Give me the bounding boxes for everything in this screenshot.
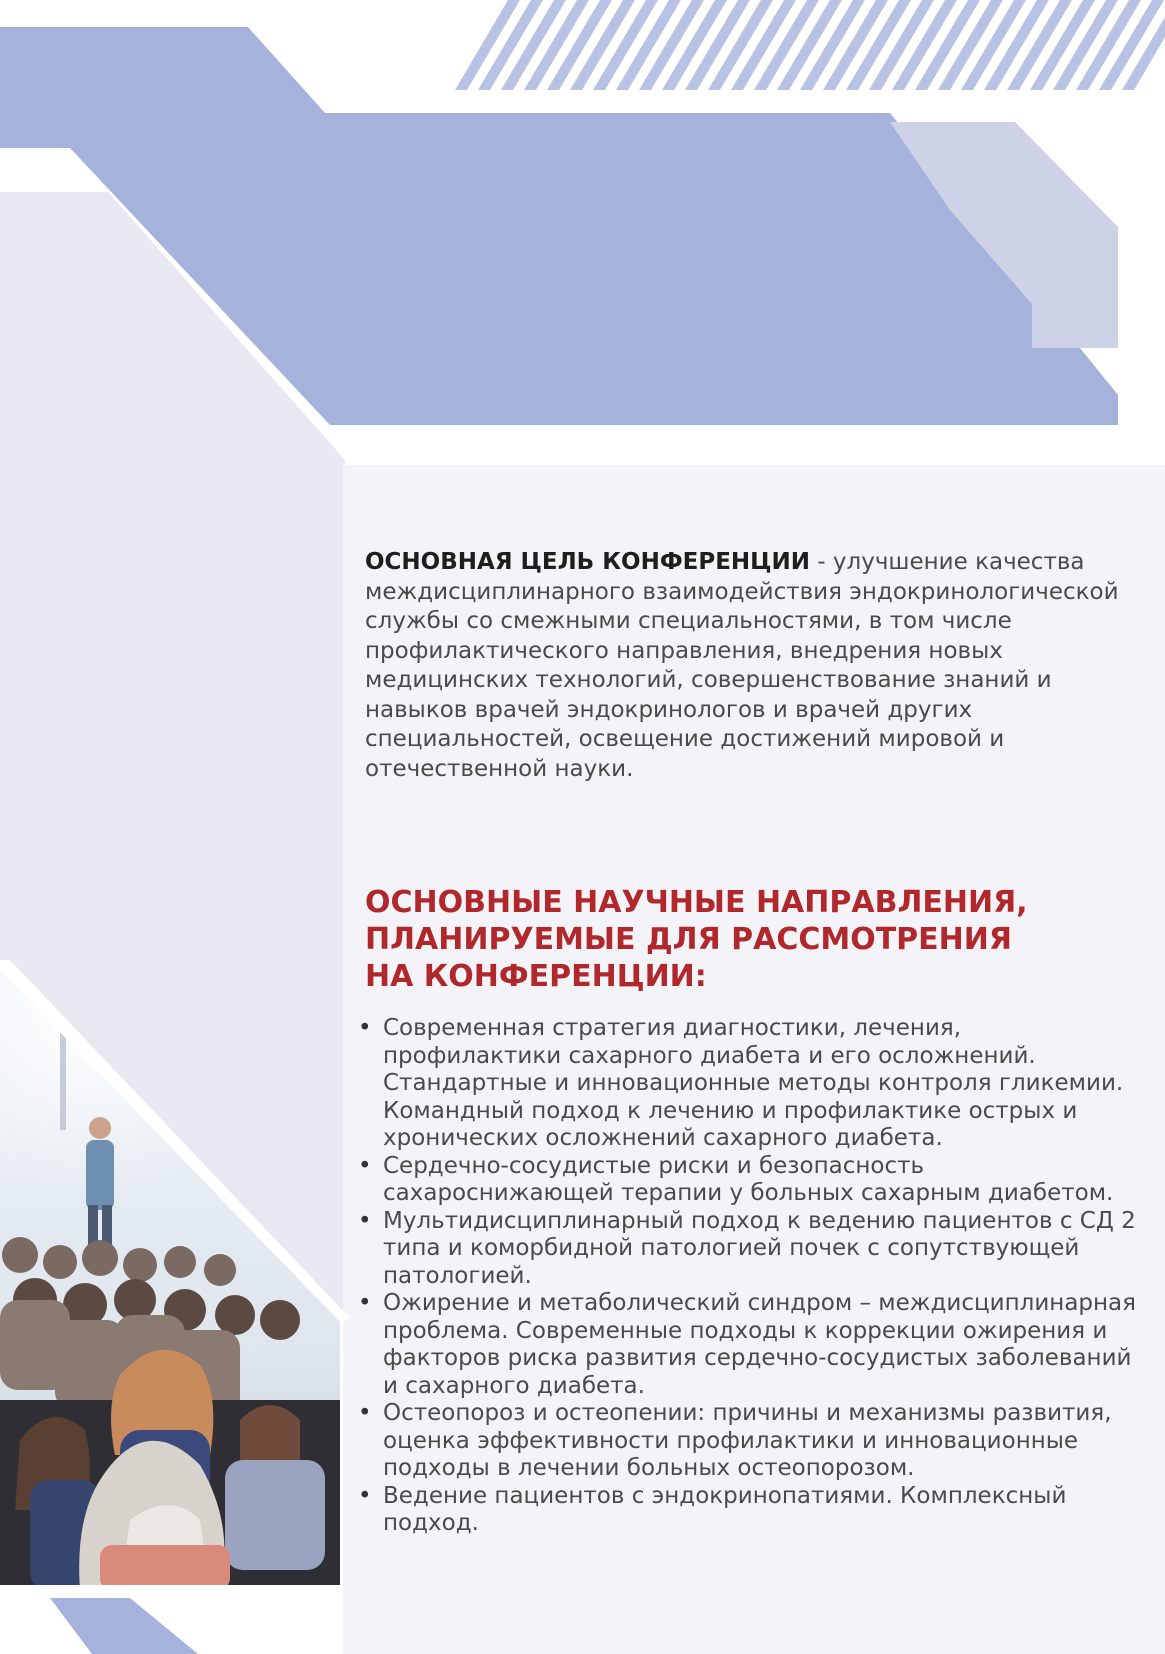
- directions-list: [358, 1015, 1138, 1538]
- list-item: • Ведение пациентов с эндокринопатиями. Комплексный подход.: [358, 1483, 1138, 1538]
- list-item: • Сердечно-сосудистые риски и безопасность сахароснижающей терапии у больных сахарным диабетом.: [358, 1153, 1138, 1208]
- heading-line: ОСНОВНЫЕ НАУЧНЫЕ НАПРАВЛЕНИЯ,: [365, 885, 1028, 920]
- list-item: • Современная стратегия диагностики, лечения, профилактики сахарного диабета и его осложнений. Стандартные и инновационные методы контроля гликемии. Командный подход к лечению и профилактике острых и хронических осложнений сахарного диабета.: [358, 1015, 1138, 1153]
- bottom-accent: [50, 1598, 198, 1654]
- list-item: • Ожирение и метаболический синдром – междисциплинарная проблема. Современные подходы к коррекции ожирения и факторов риска развития сердечно-сосудистых заболеваний и сахарного диабета.: [358, 1290, 1138, 1400]
- conference-goal: [365, 548, 1145, 784]
- goal-text: - улучшение качества междисциплинарного взаимодействия эндокринологической службы со смежными специальностями, в том числе профилактического направления, внедрения новых медицинских технологий, совершенствование знаний и навыков врачей эндокринологов и врачей других специальностей, освещение достижений мировой и отечественной науки.: [365, 549, 1119, 782]
- diagonal-stripes: [455, 0, 1165, 90]
- heading-line: ПЛАНИРУЕМЫЕ ДЛЯ РАССМОТРЕНИЯ: [365, 922, 1012, 957]
- list-item: • Остеопороз и остеопении: причины и механизмы развития, оценка эффективности профилактики и инновационные подходы в лечении больных остеопорозом.: [358, 1400, 1138, 1483]
- heading-line: НА КОНФЕРЕНЦИИ:: [365, 959, 707, 994]
- list-item: • Мультидисциплинарный подход к ведению пациентов с СД 2 типа и коморбидной патологией почек с сопутствующей патологией.: [358, 1208, 1138, 1291]
- content-column: [365, 548, 1145, 1536]
- goal-label: ОСНОВНАЯ ЦЕЛЬ КОНФЕРЕНЦИИ: [365, 549, 810, 575]
- directions-heading: [365, 884, 1145, 995]
